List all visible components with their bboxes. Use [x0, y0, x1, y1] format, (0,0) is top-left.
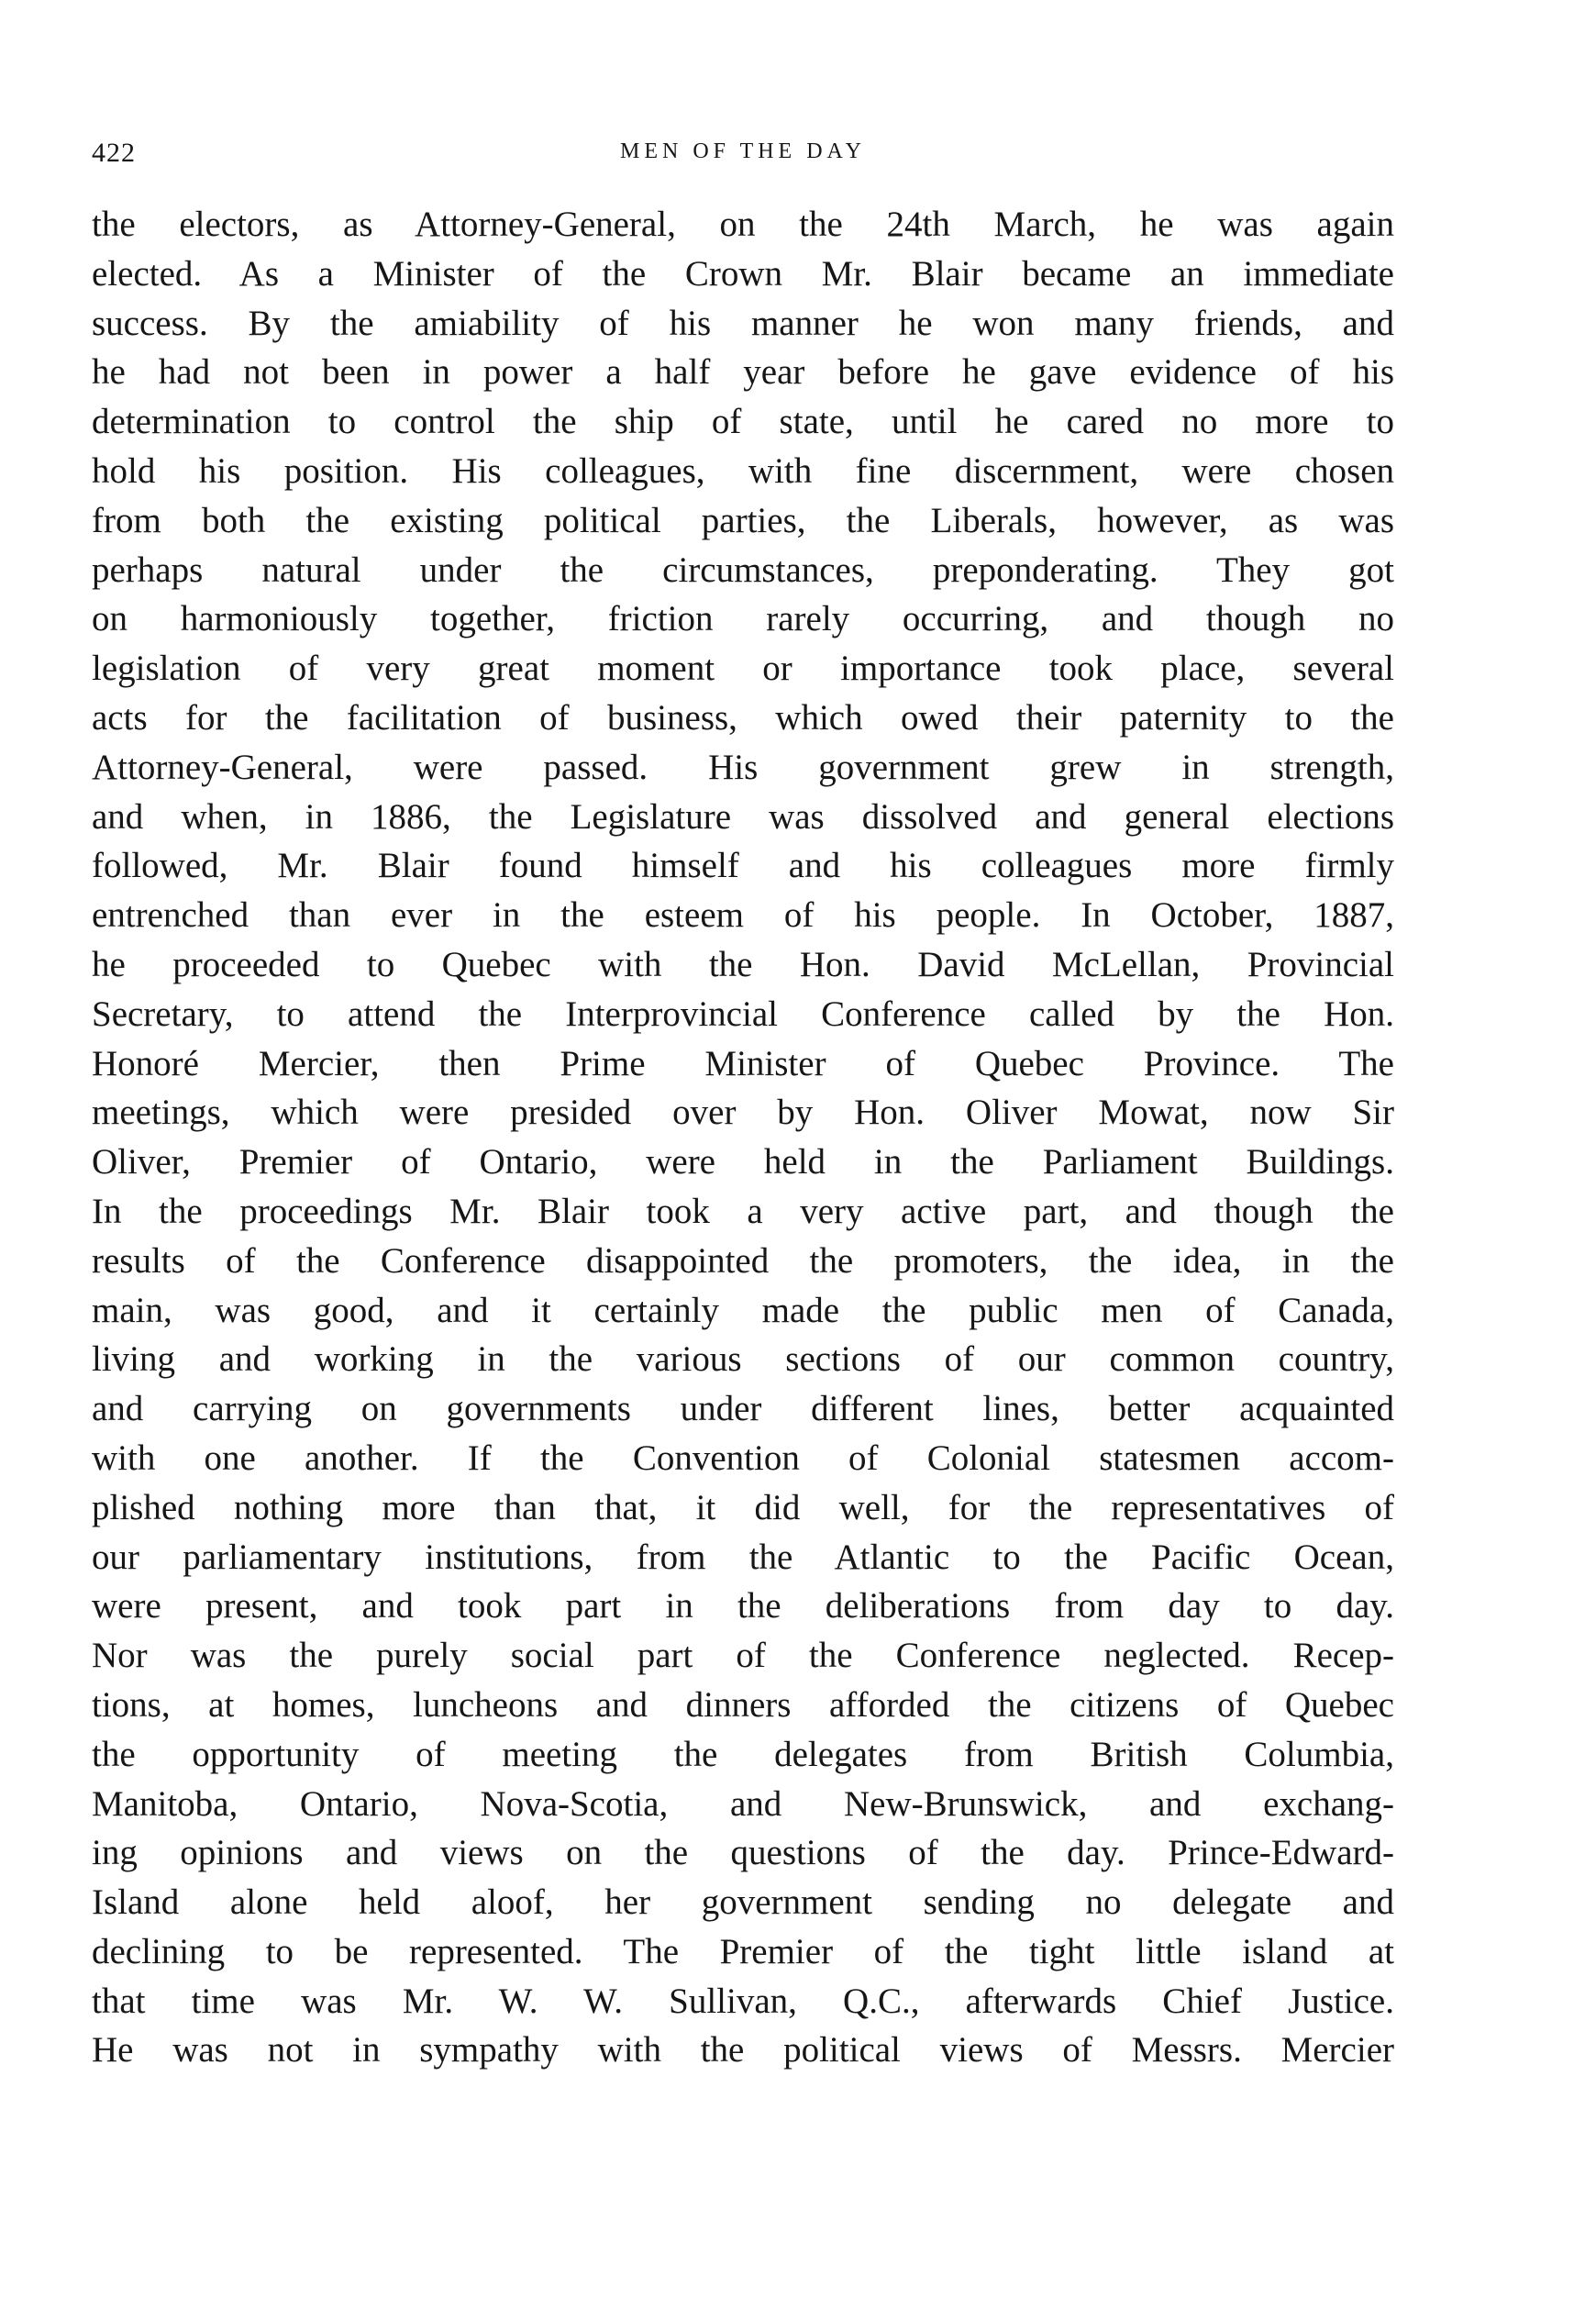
- text-line: hold his position. His colleagues, with fine discernment, were chosen: [92, 450, 1394, 491]
- text-line: determination to control the ship of state, until he cared no more to: [92, 402, 1394, 442]
- text-line: main, was good, and it certainly made the public men of Canada,: [92, 1290, 1394, 1330]
- text-line: meetings, which were presided over by Hon. Oliver Mowat, now Sir: [92, 1093, 1394, 1133]
- text-line: ing opinions and views on the questions of the day. Prince-Edward-: [92, 1833, 1394, 1873]
- text-line: success. By the amiability of his manner he won many friends, and: [92, 303, 1394, 343]
- text-line: results of the Conference disappointed the promoters, the idea, in the: [92, 1240, 1394, 1281]
- text-line: Attorney-General, were passed. His government grew in strength,: [92, 747, 1394, 787]
- text-line: he had not been in power a half year before he gave evidence of his: [92, 352, 1394, 393]
- text-line: he proceeded to Quebec with the Hon. David McLellan, Provincial: [92, 944, 1394, 984]
- text-line: the electors, as Attorney-General, on the 24th March, he was again: [92, 205, 1394, 244]
- text-line: plished nothing more than that, it did well, for the representatives of: [92, 1487, 1394, 1527]
- text-line: Oliver, Premier of Ontario, were held in the Parliament Buildings.: [92, 1142, 1394, 1182]
- text-line: on harmoniously together, friction rarely occurring, and though no: [92, 599, 1394, 639]
- running-title: MEN OF THE DAY: [619, 139, 867, 163]
- text-line: entrenched than ever in the esteem of his people. In October, 1887,: [92, 895, 1394, 936]
- text-line: and when, in 1886, the Legislature was dissolved and general elections: [92, 796, 1394, 837]
- text-line: from both the existing political parties, the Liberals, however, as was: [92, 500, 1394, 540]
- text-line: In the proceedings Mr. Blair took a very active part, and though the: [92, 1191, 1394, 1231]
- text-line: tions, at homes, luncheons and dinners afforded the citizens of Quebec: [92, 1684, 1394, 1725]
- text-line: the opportunity of meeting the delegates from British Columbia,: [92, 1734, 1394, 1774]
- text-line: with one another. If the Convention of Colonial statesmen accom-: [92, 1438, 1394, 1478]
- text-line: Secretary, to attend the Interprovincial Conference called by the Hon.: [92, 994, 1394, 1034]
- text-line: were present, and took part in the deliberations from day to day.: [92, 1586, 1394, 1626]
- text-line: Manitoba, Ontario, Nova-Scotia, and New-Brunswick, and exchang-: [92, 1783, 1394, 1824]
- text-line: followed, Mr. Blair found himself and his colleagues more firmly: [92, 846, 1394, 886]
- text-line: and carrying on governments under different lines, better acquainted: [92, 1389, 1394, 1429]
- text-line: acts for the facilitation of business, which owed their paternity to the: [92, 697, 1394, 738]
- text-line: Island alone held aloof, her government sending no delegate and: [92, 1882, 1394, 1923]
- running-head: [92, 138, 1394, 174]
- text-line: legislation of very great moment or importance took place, several: [92, 649, 1394, 689]
- text-line: declining to be represented. The Premier of the tight little island at: [92, 1931, 1394, 1971]
- text-line: Honoré Mercier, then Prime Minister of Quebec Province. The: [92, 1043, 1394, 1083]
- text-line: that time was Mr. W. W. Sullivan, Q.C., afterwards Chief Justice.: [92, 1981, 1394, 2021]
- text-line: Nor was the purely social part of the Conference neglected. Recep-: [92, 1636, 1394, 1676]
- text-line: living and working in the various sections of our common country,: [92, 1339, 1394, 1380]
- text-line: He was not in sympathy with the political views of Messrs. Mercier: [92, 2030, 1394, 2070]
- body-text: [92, 200, 1394, 2075]
- text-line: our parliamentary institutions, from the Atlantic to the Pacific Ocean,: [92, 1537, 1394, 1577]
- page-number: 422: [92, 138, 136, 168]
- text-line: elected. As a Minister of the Crown Mr. Blair became an immediate: [92, 253, 1394, 294]
- text-line: perhaps natural under the circumstances, preponderating. They got: [92, 550, 1394, 590]
